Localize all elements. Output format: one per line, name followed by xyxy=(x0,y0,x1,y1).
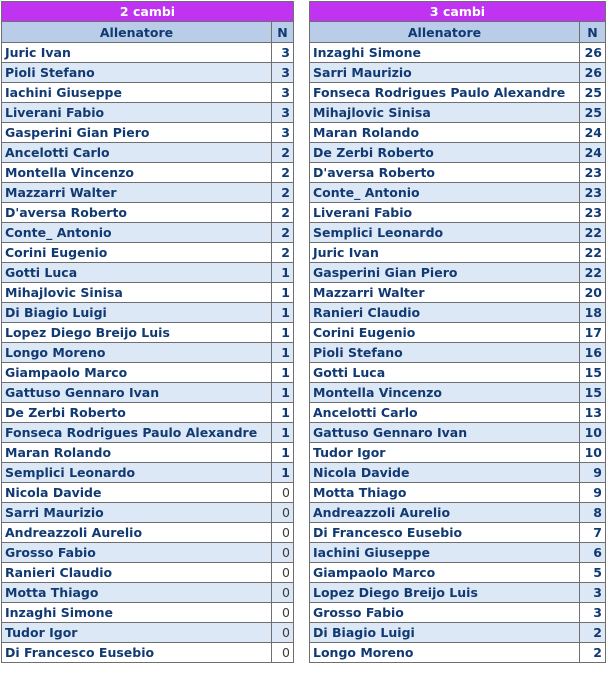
count-cell: 2 xyxy=(580,623,606,643)
count-cell: 3 xyxy=(272,103,294,123)
count-cell: 15 xyxy=(580,383,606,403)
three-changes-table-panel xyxy=(309,1,605,663)
table-row xyxy=(2,483,294,503)
table-row xyxy=(310,263,606,283)
coach-name-cell: Grosso Fabio xyxy=(2,543,272,563)
table-row xyxy=(310,303,606,323)
coach-name-cell: Motta Thiago xyxy=(2,583,272,603)
coach-name-cell: Iachini Giuseppe xyxy=(310,543,580,563)
coach-name-cell: Inzaghi Simone xyxy=(310,43,580,63)
coach-name-cell: Ancelotti Carlo xyxy=(310,403,580,423)
count-cell: 24 xyxy=(580,123,606,143)
table-row xyxy=(2,583,294,603)
table-row xyxy=(310,103,606,123)
coach-name-cell: Motta Thiago xyxy=(310,483,580,503)
count-cell: 2 xyxy=(272,243,294,263)
coach-name-cell: Corini Eugenio xyxy=(310,323,580,343)
table-body xyxy=(310,43,606,663)
coach-name-cell: Gotti Luca xyxy=(310,363,580,383)
coach-name-cell: Tudor Igor xyxy=(2,623,272,643)
coach-name-cell: Gattuso Gennaro Ivan xyxy=(310,423,580,443)
coach-name-cell: Maran Rolando xyxy=(2,443,272,463)
coach-name-cell: Gasperini Gian Piero xyxy=(2,123,272,143)
table-row xyxy=(310,563,606,583)
table-row xyxy=(2,203,294,223)
count-cell: 3 xyxy=(272,123,294,143)
count-cell: 22 xyxy=(580,223,606,243)
count-cell: 1 xyxy=(272,403,294,423)
table-row xyxy=(2,403,294,423)
column-header-coach: Allenatore xyxy=(310,22,580,43)
coach-name-cell: Longo Moreno xyxy=(310,643,580,663)
table-row xyxy=(2,123,294,143)
count-cell: 16 xyxy=(580,343,606,363)
count-cell: 1 xyxy=(272,263,294,283)
count-cell: 0 xyxy=(272,643,294,663)
two-changes-table xyxy=(1,1,294,663)
table-row xyxy=(2,303,294,323)
coach-name-cell: Sarri Maurizio xyxy=(310,63,580,83)
coach-name-cell: Conte_ Antonio xyxy=(2,223,272,243)
coach-name-cell: Giampaolo Marco xyxy=(2,363,272,383)
coach-name-cell: Nicola Davide xyxy=(2,483,272,503)
coach-name-cell: Montella Vincenzo xyxy=(2,163,272,183)
count-cell: 2 xyxy=(272,183,294,203)
table-row xyxy=(2,383,294,403)
table-row xyxy=(2,603,294,623)
table-row xyxy=(2,83,294,103)
coach-name-cell: Inzaghi Simone xyxy=(2,603,272,623)
count-cell: 0 xyxy=(272,583,294,603)
coach-name-cell: Pioli Stefano xyxy=(2,63,272,83)
count-cell: 26 xyxy=(580,63,606,83)
table-row xyxy=(310,523,606,543)
table-row xyxy=(2,343,294,363)
table-row xyxy=(2,443,294,463)
count-cell: 1 xyxy=(272,463,294,483)
count-cell: 3 xyxy=(272,43,294,63)
coach-name-cell: Andreazzoli Aurelio xyxy=(2,523,272,543)
count-cell: 10 xyxy=(580,423,606,443)
coach-name-cell: Mazzarri Walter xyxy=(310,283,580,303)
table-row xyxy=(310,183,606,203)
coach-name-cell: Semplici Leonardo xyxy=(310,223,580,243)
table-row xyxy=(310,363,606,383)
table-row xyxy=(310,543,606,563)
count-cell: 0 xyxy=(272,523,294,543)
coach-name-cell: Semplici Leonardo xyxy=(2,463,272,483)
column-header-count: N xyxy=(272,22,294,43)
table-row xyxy=(2,283,294,303)
table-row xyxy=(2,623,294,643)
coach-name-cell: Juric Ivan xyxy=(310,243,580,263)
table-body xyxy=(2,43,294,663)
coach-name-cell: Corini Eugenio xyxy=(2,243,272,263)
table-row xyxy=(2,263,294,283)
count-cell: 8 xyxy=(580,503,606,523)
coach-name-cell: Tudor Igor xyxy=(310,443,580,463)
count-cell: 0 xyxy=(272,543,294,563)
table-row xyxy=(2,103,294,123)
coach-name-cell: Fonseca Rodrigues Paulo Alexandre xyxy=(310,83,580,103)
table-row xyxy=(310,43,606,63)
count-cell: 9 xyxy=(580,463,606,483)
table-row xyxy=(310,203,606,223)
table-row xyxy=(310,423,606,443)
coach-name-cell: Maran Rolando xyxy=(310,123,580,143)
table-row xyxy=(2,563,294,583)
coach-name-cell: Ancelotti Carlo xyxy=(2,143,272,163)
count-cell: 20 xyxy=(580,283,606,303)
coach-name-cell: Gasperini Gian Piero xyxy=(310,263,580,283)
count-cell: 1 xyxy=(272,423,294,443)
table-row xyxy=(310,443,606,463)
coach-name-cell: Juric Ivan xyxy=(2,43,272,63)
column-header-coach: Allenatore xyxy=(2,22,272,43)
coach-name-cell: Iachini Giuseppe xyxy=(2,83,272,103)
count-cell: 1 xyxy=(272,323,294,343)
count-cell: 23 xyxy=(580,163,606,183)
count-cell: 2 xyxy=(272,163,294,183)
table-row xyxy=(310,323,606,343)
table-row xyxy=(2,43,294,63)
table-row xyxy=(310,63,606,83)
count-cell: 3 xyxy=(272,83,294,103)
count-cell: 17 xyxy=(580,323,606,343)
count-cell: 25 xyxy=(580,83,606,103)
count-cell: 1 xyxy=(272,283,294,303)
coach-name-cell: Ranieri Claudio xyxy=(310,303,580,323)
coach-name-cell: D'aversa Roberto xyxy=(310,163,580,183)
count-cell: 1 xyxy=(272,343,294,363)
table-row xyxy=(2,363,294,383)
coach-name-cell: Ranieri Claudio xyxy=(2,563,272,583)
coach-name-cell: Di Francesco Eusebio xyxy=(310,523,580,543)
table-row xyxy=(310,463,606,483)
table-row xyxy=(2,223,294,243)
count-cell: 6 xyxy=(580,543,606,563)
table-row xyxy=(310,483,606,503)
coach-name-cell: Di Biagio Luigi xyxy=(310,623,580,643)
table-row xyxy=(2,63,294,83)
coach-name-cell: Giampaolo Marco xyxy=(310,563,580,583)
count-cell: 1 xyxy=(272,443,294,463)
count-cell: 22 xyxy=(580,243,606,263)
table-row xyxy=(2,523,294,543)
count-cell: 2 xyxy=(272,143,294,163)
count-cell: 18 xyxy=(580,303,606,323)
coach-name-cell: Pioli Stefano xyxy=(310,343,580,363)
coach-name-cell: Liverani Fabio xyxy=(310,203,580,223)
count-cell: 3 xyxy=(580,603,606,623)
count-cell: 0 xyxy=(272,483,294,503)
count-cell: 10 xyxy=(580,443,606,463)
table-row xyxy=(2,423,294,443)
count-cell: 1 xyxy=(272,383,294,403)
count-cell: 22 xyxy=(580,263,606,283)
table-title: 3 cambi xyxy=(310,2,606,22)
coach-name-cell: Lopez Diego Breijo Luis xyxy=(310,583,580,603)
table-row xyxy=(310,343,606,363)
table-row xyxy=(310,123,606,143)
table-row xyxy=(2,643,294,663)
count-cell: 2 xyxy=(272,203,294,223)
count-cell: 0 xyxy=(272,603,294,623)
table-row xyxy=(310,403,606,423)
count-cell: 23 xyxy=(580,183,606,203)
count-cell: 9 xyxy=(580,483,606,503)
coach-name-cell: Liverani Fabio xyxy=(2,103,272,123)
coach-name-cell: Mazzarri Walter xyxy=(2,183,272,203)
table-row xyxy=(310,243,606,263)
table-row xyxy=(2,163,294,183)
table-row xyxy=(310,643,606,663)
count-cell: 3 xyxy=(272,63,294,83)
coach-name-cell: Gotti Luca xyxy=(2,263,272,283)
count-cell: 0 xyxy=(272,563,294,583)
coach-name-cell: Longo Moreno xyxy=(2,343,272,363)
coach-name-cell: Mihajlovic Sinisa xyxy=(2,283,272,303)
coach-name-cell: Nicola Davide xyxy=(310,463,580,483)
coach-name-cell: Di Francesco Eusebio xyxy=(2,643,272,663)
coach-name-cell: Mihajlovic Sinisa xyxy=(310,103,580,123)
table-row xyxy=(2,503,294,523)
count-cell: 25 xyxy=(580,103,606,123)
table-row xyxy=(2,323,294,343)
coach-name-cell: Di Biagio Luigi xyxy=(2,303,272,323)
coach-name-cell: Sarri Maurizio xyxy=(2,503,272,523)
coach-name-cell: D'aversa Roberto xyxy=(2,203,272,223)
table-row xyxy=(2,183,294,203)
column-header-count: N xyxy=(580,22,606,43)
count-cell: 13 xyxy=(580,403,606,423)
count-cell: 0 xyxy=(272,503,294,523)
count-cell: 26 xyxy=(580,43,606,63)
coach-name-cell: De Zerbi Roberto xyxy=(310,143,580,163)
coach-name-cell: Montella Vincenzo xyxy=(310,383,580,403)
table-row xyxy=(310,583,606,603)
count-cell: 23 xyxy=(580,203,606,223)
table-row xyxy=(310,143,606,163)
table-row xyxy=(310,383,606,403)
coach-name-cell: De Zerbi Roberto xyxy=(2,403,272,423)
table-row xyxy=(310,163,606,183)
table-row xyxy=(310,223,606,243)
coach-name-cell: Andreazzoli Aurelio xyxy=(310,503,580,523)
count-cell: 1 xyxy=(272,303,294,323)
count-cell: 2 xyxy=(580,643,606,663)
table-row xyxy=(2,543,294,563)
count-cell: 0 xyxy=(272,623,294,643)
table-row xyxy=(2,143,294,163)
count-cell: 15 xyxy=(580,363,606,383)
coach-name-cell: Lopez Diego Breijo Luis xyxy=(2,323,272,343)
count-cell: 5 xyxy=(580,563,606,583)
two-changes-table-panel xyxy=(1,1,293,663)
table-row xyxy=(310,503,606,523)
three-changes-table xyxy=(309,1,606,663)
coach-name-cell: Grosso Fabio xyxy=(310,603,580,623)
coach-name-cell: Fonseca Rodrigues Paulo Alexandre xyxy=(2,423,272,443)
count-cell: 7 xyxy=(580,523,606,543)
coach-name-cell: Gattuso Gennaro Ivan xyxy=(2,383,272,403)
count-cell: 3 xyxy=(580,583,606,603)
table-row xyxy=(310,83,606,103)
table-row xyxy=(310,623,606,643)
table-row xyxy=(310,603,606,623)
count-cell: 24 xyxy=(580,143,606,163)
table-row xyxy=(2,463,294,483)
count-cell: 2 xyxy=(272,223,294,243)
table-row xyxy=(310,283,606,303)
coach-name-cell: Conte_ Antonio xyxy=(310,183,580,203)
count-cell: 1 xyxy=(272,363,294,383)
table-row xyxy=(2,243,294,263)
table-title: 2 cambi xyxy=(2,2,294,22)
